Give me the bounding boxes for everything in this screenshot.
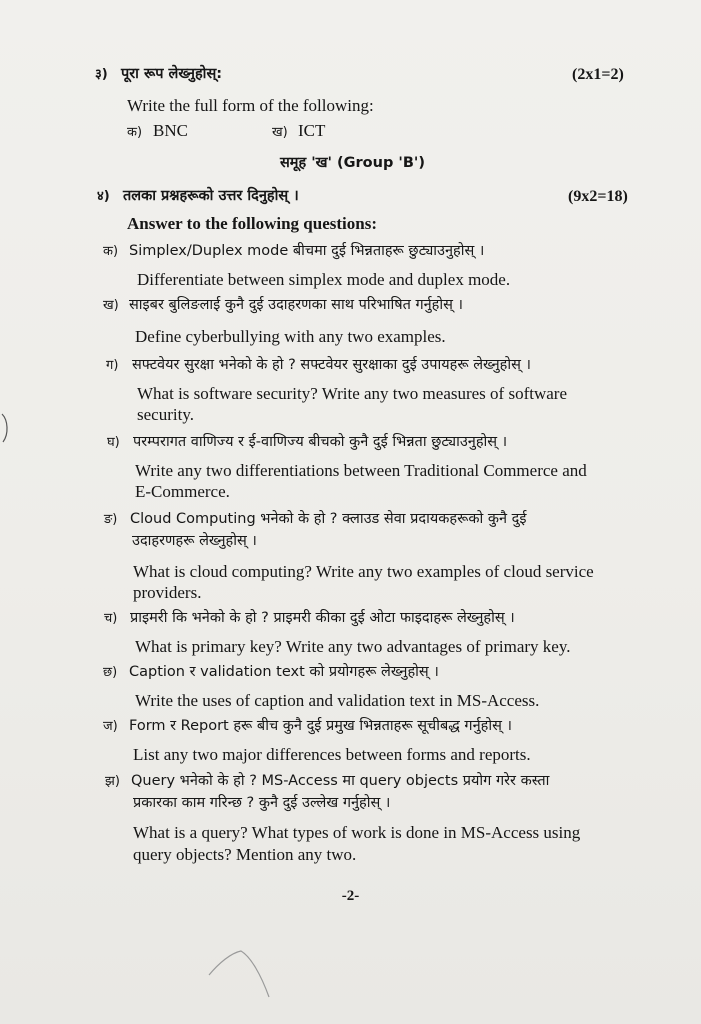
q4e-np-line2: उदाहरणहरू लेख्नुहोस् । — [132, 533, 257, 549]
q3-item-a-text: BNC — [153, 121, 188, 140]
q4a-marker: क) — [103, 244, 119, 259]
q3-marks: (2x1=2) — [572, 66, 624, 83]
q3-item-b-marker: ख) — [272, 125, 288, 140]
q4-heading — [97, 188, 299, 205]
q4d-np — [107, 434, 507, 451]
q4e-np-text-1: Cloud Computing भनेको के हो ? क्लाउड सेवा प्रदायकहरूको कुनै दुई — [130, 511, 527, 527]
q4f-np-text: प्राइमरी कि भनेको के हो ? प्राइमरी कीका दुई ओटा फाइदाहरू लेख्नुहोस् । — [130, 610, 515, 626]
q4f-en: What is primary key? Write any two advantages of primary key. — [135, 637, 571, 656]
q4d-en-line2: E-Commerce. — [135, 482, 230, 501]
q4-heading-np: तलका प्रश्नहरूको उत्तर दिनुहोस् । — [123, 188, 299, 204]
q3-heading — [95, 66, 222, 83]
q4d-marker: घ) — [107, 435, 120, 450]
q4a-np-text: Simplex/Duplex mode बीचमा दुई भिन्नताहरू छुट्याउनुहोस् । — [129, 243, 485, 259]
q4i-marker: झ) — [105, 774, 120, 789]
q4f-marker: च) — [104, 611, 118, 626]
q3-marker: ३) — [95, 67, 108, 82]
q4-marker: ४) — [97, 189, 110, 204]
q4e-en-line2: providers. — [133, 583, 202, 602]
q4c-en-line1: What is software security? Write any two measures of software — [137, 384, 567, 403]
q4i-np-line1 — [105, 773, 549, 790]
pen-stroke-mark — [205, 945, 275, 1005]
q3-heading-en: Write the full form of the following: — [127, 96, 374, 115]
q4g-marker: छ) — [103, 665, 118, 680]
q3-item-b — [272, 121, 325, 141]
q4h-np — [103, 718, 512, 735]
group-b-label: समूह 'ख' (Group 'B') — [280, 155, 425, 171]
q4c-en-line2: security. — [137, 405, 194, 424]
q4b-en: Define cyberbullying with any two examples. — [135, 327, 446, 346]
q4i-np-line2: प्रकारका काम गरिन्छ ? कुनै दुई उल्लेख गर्नुहोस् । — [133, 795, 391, 811]
q4e-marker: ङ) — [104, 512, 118, 527]
q3-item-a — [127, 121, 188, 141]
q4c-np — [106, 357, 531, 374]
q4f-np — [104, 610, 515, 627]
q4d-en-line1: Write any two differentiations between Traditional Commerce and — [135, 461, 587, 480]
q4a-en: Differentiate between simplex mode and duplex mode. — [137, 270, 511, 289]
q4i-np-text-1: Query भनेको के हो ? MS-Access मा query objects प्रयोग गरेर कस्ता — [131, 773, 550, 789]
q3-heading-np: पूरा रूप लेख्नुहोस्: — [121, 66, 223, 82]
q3-item-b-text: ICT — [298, 121, 326, 140]
q4e-en-line1: What is cloud computing? Write any two examples of cloud service — [133, 562, 594, 581]
q4g-np — [103, 664, 439, 681]
q4b-np-text: साइबर बुलिङलाई कुनै दुई उदाहरणका साथ परिभाषित गर्नुहोस् । — [129, 297, 464, 313]
q4i-en-line2: query objects? Mention any two. — [133, 845, 357, 864]
q4e-np-line1 — [104, 511, 526, 528]
q4b-np — [103, 297, 463, 314]
q4h-np-text: Form र Report हरू बीच कुनै दुई प्रमुख भिन्नताहरू सूचीबद्ध गर्नुहोस् । — [129, 718, 513, 734]
q4b-marker: ख) — [103, 298, 119, 313]
q3-item-a-marker: क) — [127, 125, 143, 140]
q4c-marker: ग) — [106, 358, 119, 373]
q4g-en: Write the uses of caption and validation text in MS-Access. — [135, 691, 540, 710]
q4a-np — [103, 243, 484, 260]
q4i-en-line1: What is a query? What types of work is done in MS-Access using — [133, 823, 581, 842]
q4d-np-text: परम्परागत वाणिज्य र ई-वाणिज्य बीचको कुनै दुई भिन्नता छुट्याउनुहोस् । — [133, 434, 508, 450]
q4-heading-en: Answer to the following questions: — [127, 214, 377, 233]
q4c-np-text: सफ्टवेयर सुरक्षा भनेको के हो ? सफ्टवेयर सुरक्षाका दुई उपायहरू लेख्नुहोस् । — [132, 357, 532, 373]
page-number: -2- — [341, 888, 360, 904]
q4h-marker: ज) — [103, 719, 118, 734]
margin-mark — [0, 410, 12, 446]
q4g-np-text: Caption र validation text को प्रयोगहरू लेख्नुहोस् । — [129, 664, 439, 680]
q4h-en: List any two major differences between forms and reports. — [133, 745, 531, 764]
q4-marks: (9x2=18) — [568, 188, 628, 205]
